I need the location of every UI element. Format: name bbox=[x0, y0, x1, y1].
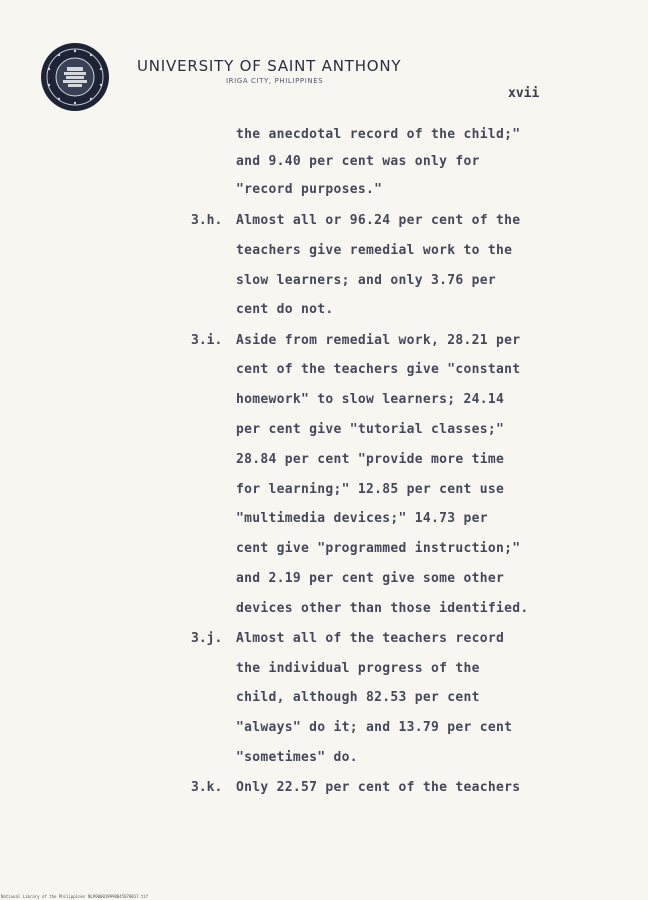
text-line: cent do not. bbox=[236, 302, 334, 317]
item-marker: 3.i. bbox=[191, 333, 223, 348]
text-line: the individual progress of the bbox=[236, 661, 480, 676]
text-line: "record purposes." bbox=[236, 182, 383, 197]
text-line: teachers give remedial work to the bbox=[236, 243, 513, 258]
text-line: child, although 82.53 per cent bbox=[236, 690, 480, 705]
text-line: slow learners; and only 3.76 per bbox=[236, 273, 497, 288]
university-seal-icon bbox=[41, 43, 109, 111]
university-name: UNIVERSITY OF SAINT ANTHONY bbox=[137, 57, 402, 75]
university-location: IRIGA CITY, PHILIPPINES bbox=[226, 77, 324, 85]
footer-library-label: National Library of the Philippines bbox=[1, 894, 86, 899]
text-line: the anecdotal record of the child;" bbox=[236, 127, 521, 142]
footer-file-label: NLP000019990045070017.tif bbox=[88, 894, 149, 899]
text-line: cent of the teachers give "constant bbox=[236, 362, 521, 377]
text-line: 28.84 per cent "provide more time bbox=[236, 452, 505, 467]
text-line: "sometimes" do. bbox=[236, 750, 358, 765]
text-line: Almost all of the teachers record bbox=[236, 631, 505, 646]
text-line: and 9.40 per cent was only for bbox=[236, 154, 480, 169]
text-line: for learning;" 12.85 per cent use bbox=[236, 482, 505, 497]
text-line: Aside from remedial work, 28.21 per bbox=[236, 333, 521, 348]
text-line: homework" to slow learners; 24.14 bbox=[236, 392, 505, 407]
text-line: and 2.19 per cent give some other bbox=[236, 571, 505, 586]
text-line: per cent give "tutorial classes;" bbox=[236, 422, 505, 437]
text-line: devices other than those identified. bbox=[236, 601, 529, 616]
text-line: "always" do it; and 13.79 per cent bbox=[236, 720, 513, 735]
page-number: xvii bbox=[508, 86, 540, 101]
text-line: Only 22.57 per cent of the teachers bbox=[236, 780, 521, 795]
item-marker: 3.h. bbox=[191, 213, 223, 228]
item-marker: 3.j. bbox=[191, 631, 223, 646]
text-line: cent give "programmed instruction;" bbox=[236, 541, 521, 556]
text-line: "multimedia devices;" 14.73 per bbox=[236, 511, 488, 526]
text-line: Almost all or 96.24 per cent of the bbox=[236, 213, 521, 228]
item-marker: 3.k. bbox=[191, 780, 223, 795]
